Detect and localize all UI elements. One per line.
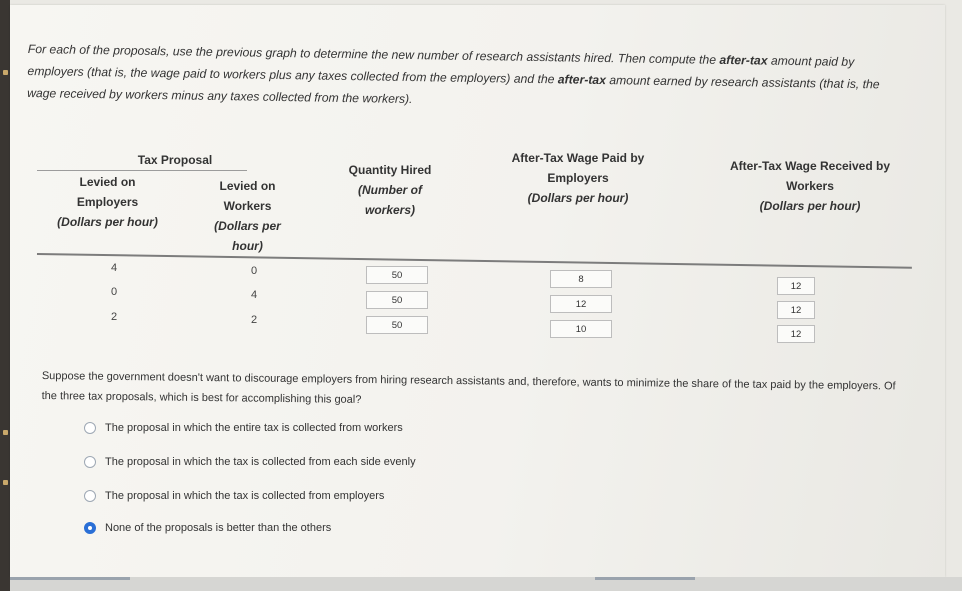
radio-circle-icon[interactable]	[84, 422, 96, 434]
header-levied-employers	[40, 172, 175, 232]
wage-paid-input-row1[interactable]: 8	[550, 270, 612, 288]
wage-received-input-row3[interactable]: 12	[777, 325, 815, 343]
instructions-bold: after-tax	[719, 52, 768, 68]
header-line: Employers	[76, 195, 139, 209]
header-line: workers)	[364, 203, 416, 217]
option-employers[interactable]	[84, 487, 384, 505]
header-wage-received	[705, 156, 915, 216]
instructions-bold: after-tax	[557, 72, 607, 88]
cell-workers-row2: 4	[250, 289, 258, 301]
option-label: The proposal in which the tax is collected from employers	[105, 490, 385, 502]
quantity-input-row2[interactable]: 50	[366, 291, 428, 309]
header-line: Levied on	[219, 179, 276, 193]
edge-dot	[3, 430, 8, 435]
header-quantity-hired	[320, 160, 460, 220]
bottom-strip	[10, 577, 962, 591]
quantity-input-row3[interactable]: 50	[366, 316, 428, 334]
wage-received-input-row1[interactable]: 12	[777, 277, 815, 295]
photo-edge-left	[0, 0, 10, 591]
edge-dot	[3, 70, 8, 75]
cell-employers-row3: 2	[110, 311, 118, 323]
cell-employers-row2: 0	[110, 286, 118, 298]
header-line: (Dollars per hour)	[57, 215, 158, 229]
header-line: Employers	[547, 171, 609, 185]
header-tax-proposal: Tax Proposal	[137, 153, 213, 167]
header-line: After-Tax Wage Received by	[729, 159, 891, 173]
strip-bar	[595, 577, 695, 580]
question-text: Suppose the government doesn't want to discourage employers from hiring research assistants and, therefore, wants to minimize the share of the tax paid by the employers. Of the three tax proposals, which is best for accomplishing this goal?	[41, 369, 896, 406]
header-line: hour)	[232, 239, 263, 253]
header-divider	[37, 170, 247, 171]
instructions-part: For each of the proposals, use the previous graph to determine the new number of research assistants hired. Then compute the	[27, 41, 720, 67]
header-line: (Dollars per hour)	[759, 199, 861, 213]
option-workers[interactable]	[84, 419, 403, 437]
quantity-input-row1[interactable]: 50	[366, 266, 428, 284]
cell-workers-row1: 0	[250, 265, 258, 277]
instructions-part: amount paid by employers (that is, the wage paid to workers plus any taxes collected from the employers) and the	[27, 53, 855, 87]
radio-circle-icon[interactable]	[84, 490, 96, 502]
cell-workers-row3: 2	[250, 314, 258, 326]
radio-circle-icon[interactable]	[84, 456, 96, 468]
option-none[interactable]	[84, 519, 331, 537]
wage-paid-input-row2[interactable]: 12	[550, 295, 612, 313]
instructions-part: amount earned by research assistants (that is, the wage received by workers minus any taxes collected from the workers).	[27, 73, 880, 107]
strip-bar	[10, 577, 130, 580]
header-line: Workers	[223, 199, 272, 213]
radio-selected-icon[interactable]	[84, 522, 96, 534]
header-line: (Dollars per	[214, 219, 281, 233]
header-line: Levied on	[79, 175, 136, 189]
cell-employers-row1: 4	[110, 262, 118, 274]
header-line: Quantity Hired	[348, 163, 432, 177]
header-line: After-Tax Wage Paid by	[511, 151, 645, 165]
wage-received-input-row2[interactable]: 12	[777, 301, 815, 319]
option-label: The proposal in which the entire tax is collected from workers	[105, 422, 403, 434]
instructions-text	[27, 38, 908, 118]
header-levied-workers	[190, 176, 305, 256]
header-wage-paid	[488, 148, 668, 208]
wage-paid-input-row3[interactable]: 10	[550, 320, 612, 338]
option-even[interactable]	[84, 453, 416, 471]
edge-dot	[3, 480, 8, 485]
header-line: (Number of	[358, 183, 422, 197]
header-line: Workers	[786, 179, 834, 193]
header-line: (Dollars per hour)	[527, 191, 629, 205]
option-label: None of the proposals is better than the others	[105, 522, 332, 534]
option-label: The proposal in which the tax is collected from each side evenly	[105, 456, 416, 468]
